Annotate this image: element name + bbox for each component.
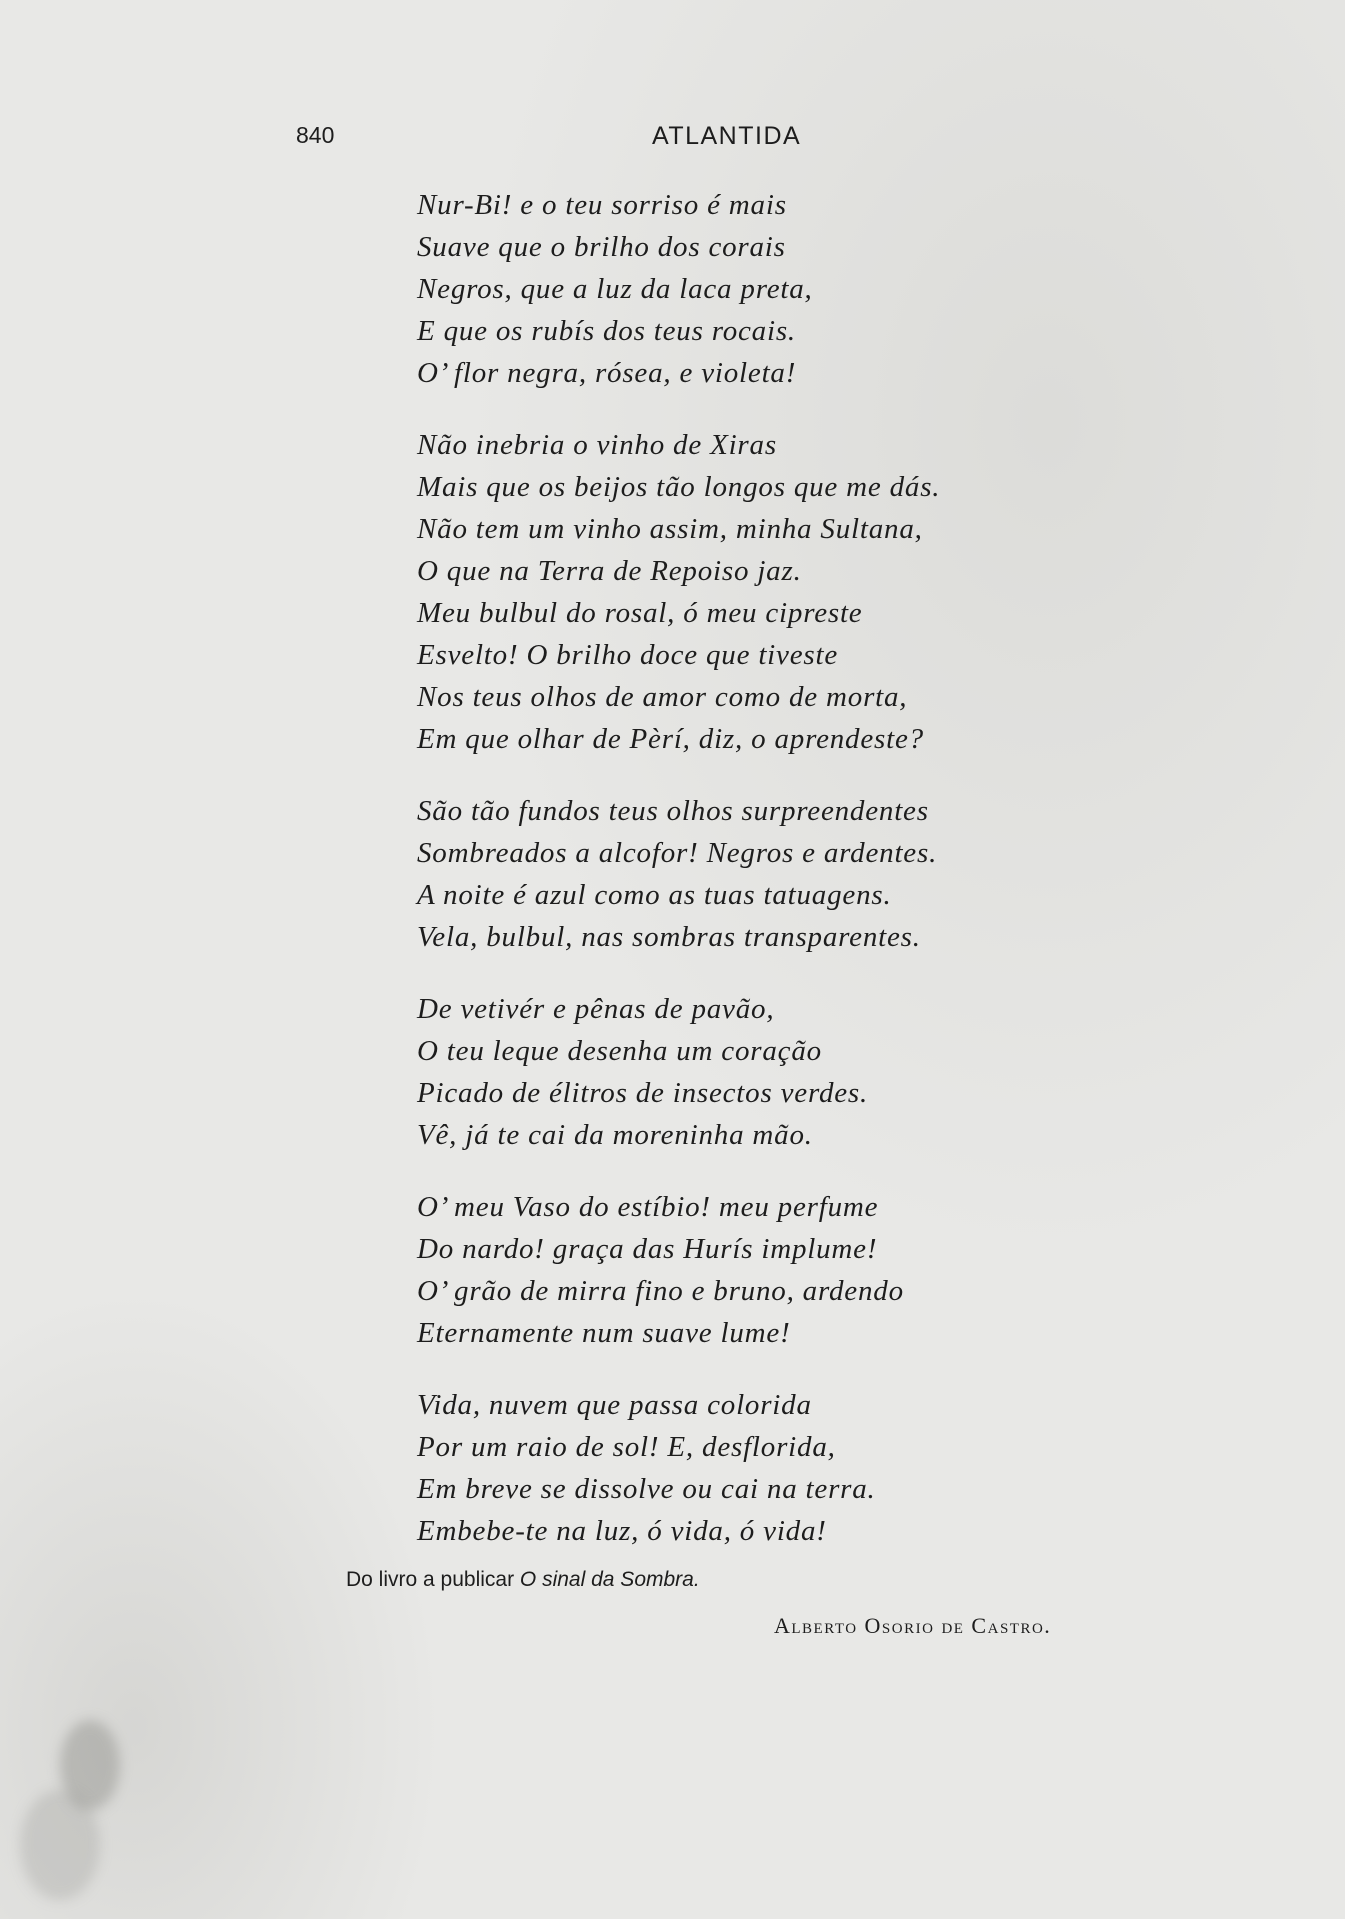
poem-line: Não inebria o vinho de Xiras xyxy=(417,429,777,461)
poem-line: Embebe-te na luz, ó vida, ó vida! xyxy=(417,1515,827,1547)
poem xyxy=(417,184,1117,1582)
poem-line: Por um raio de sol! E, desflorida, xyxy=(417,1431,836,1463)
stanza xyxy=(417,424,1117,760)
poem-line: Picado de élitros de insectos verdes. xyxy=(417,1077,869,1109)
poem-line: Sombreados a alcofor! Negros e ardentes. xyxy=(417,837,938,869)
poem-line: Negros, que a luz da laca preta, xyxy=(417,273,813,305)
poem-line: Vê, já te cai da moreninha mão. xyxy=(417,1119,813,1151)
poem-line: A noite é azul como as tuas tatuagens. xyxy=(417,879,892,911)
stanza xyxy=(417,1186,1117,1354)
source-prefix: Do livro a publicar xyxy=(346,1568,515,1591)
source-note xyxy=(346,1568,700,1592)
author-signature: Alberto Osorio de Castro. xyxy=(774,1613,1052,1638)
ink-stain xyxy=(20,1790,100,1900)
stanza xyxy=(417,1384,1117,1552)
page-number: 840 xyxy=(296,122,335,148)
poem-line: O que na Terra de Repoiso jaz. xyxy=(417,555,802,587)
poem-line: Do nardo! graça das Hurís implume! xyxy=(417,1233,878,1265)
poem-line: Nos teus olhos de amor como de morta, xyxy=(417,681,908,713)
poem-line: O’ flor negra, rósea, e violeta! xyxy=(417,357,797,389)
book-title: O sinal da Sombra. xyxy=(519,1568,700,1591)
poem-line: São tão fundos teus olhos surpreendentes xyxy=(417,795,929,827)
poem-line: De vetivér e pênas de pavão, xyxy=(417,993,775,1025)
poem-line: Nur-Bi! e o teu sorriso é mais xyxy=(417,189,787,221)
running-title: ATLANTIDA xyxy=(652,122,802,150)
poem-line: Vida, nuvem que passa colorida xyxy=(417,1389,812,1421)
page-header xyxy=(0,118,1345,158)
poem-line: Eternamente num suave lume! xyxy=(417,1317,791,1349)
poem-line: O’ meu Vaso do estíbio! meu perfume xyxy=(417,1191,879,1223)
poem-line: Suave que o brilho dos corais xyxy=(417,231,786,263)
poem-line: Não tem um vinho assim, minha Sultana, xyxy=(417,513,923,545)
poem-line: O teu leque desenha um coração xyxy=(417,1035,822,1067)
stanza xyxy=(417,790,1117,958)
poem-line: E que os rubís dos teus rocais. xyxy=(417,315,796,347)
stanza xyxy=(417,184,1117,394)
poem-line: Em que olhar de Pèrí, diz, o aprendeste? xyxy=(417,723,924,755)
poem-line: Vela, bulbul, nas sombras transparentes. xyxy=(417,921,921,953)
poem-line: Em breve se dissolve ou cai na terra. xyxy=(417,1473,876,1505)
poem-line: Meu bulbul do rosal, ó meu cipreste xyxy=(417,597,863,629)
poem-line: O’ grão de mirra fino e bruno, ardendo xyxy=(417,1275,904,1307)
poem-line: Mais que os beijos tão longos que me dás. xyxy=(417,471,941,503)
poem-line: Esvelto! O brilho doce que tiveste xyxy=(417,639,838,671)
stanza xyxy=(417,988,1117,1156)
